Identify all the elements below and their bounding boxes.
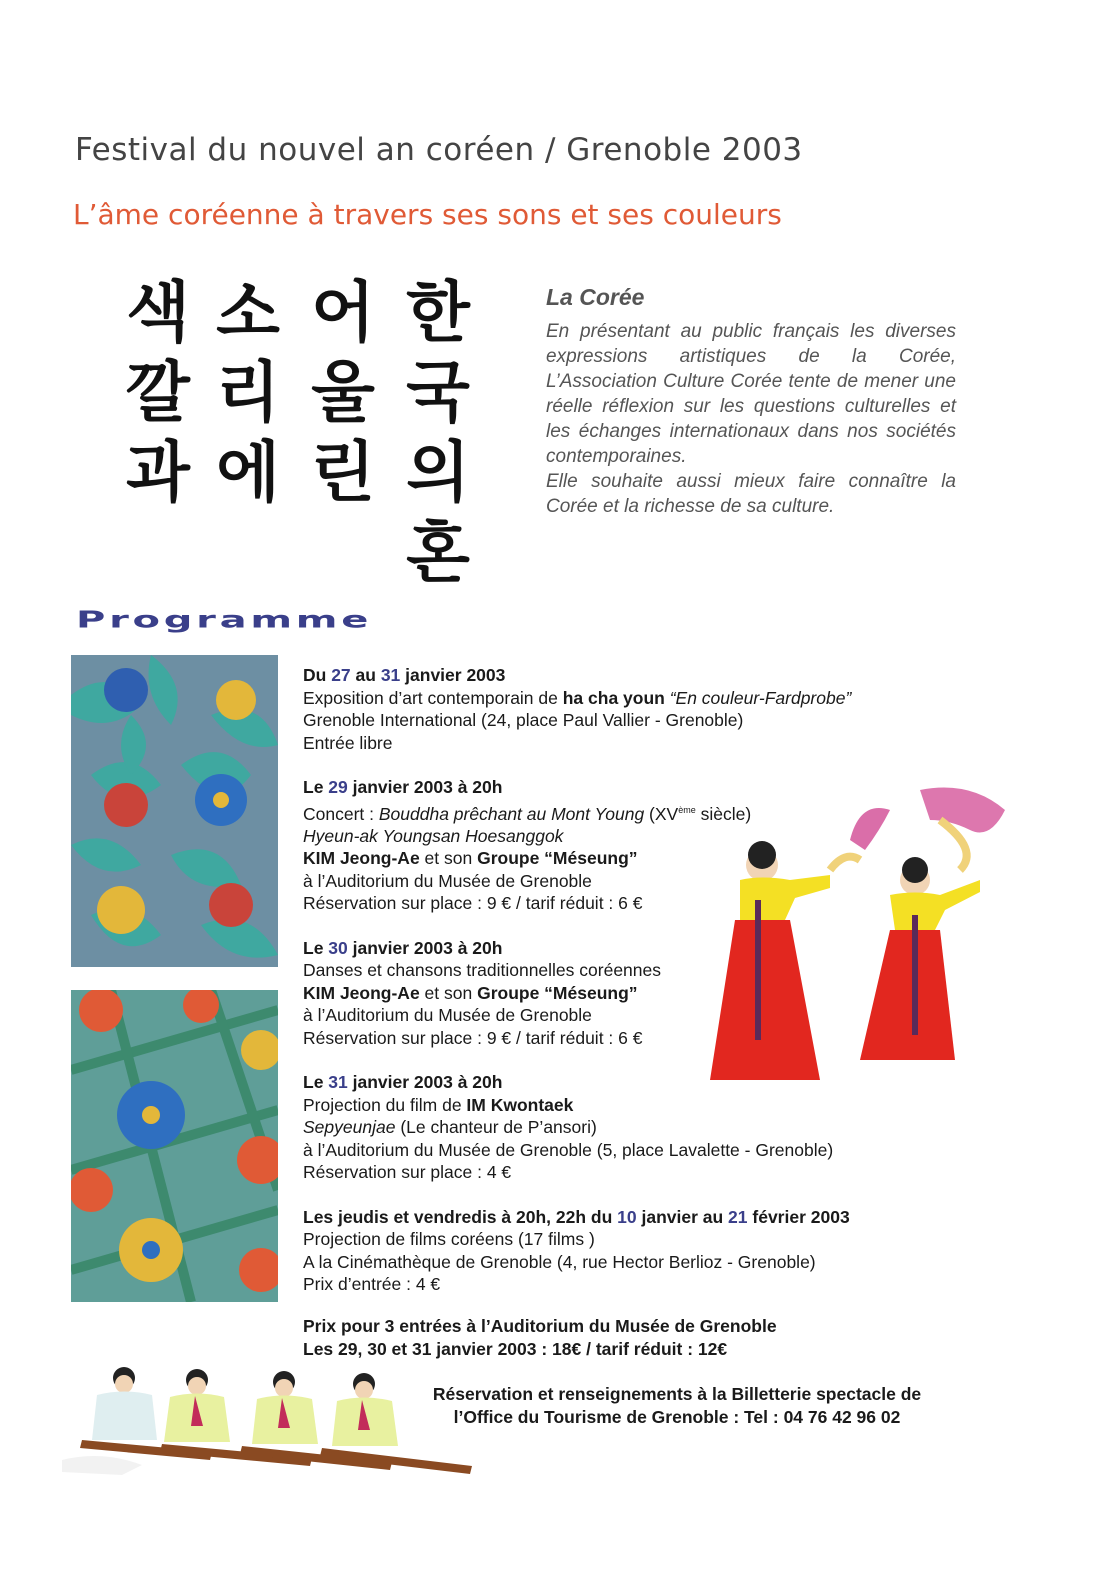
combined-price-line-2: Les 29, 30 et 31 janvier 2003 : 18€ / tarif réduit : 12€	[303, 1338, 728, 1359]
reservation-line-1: Réservation et renseignements à la Billetterie spectacle de	[432, 1384, 922, 1404]
event-venue: Grenoble International (24, place Paul Vallier - Grenoble)	[303, 710, 744, 730]
event-performers: KIM Jeong-Ae et son Groupe “Méseung”	[303, 982, 638, 1003]
hangul-column-1: 색 깔 과	[126, 273, 190, 511]
event-work-title: Sepyeunjae (Le chanteur de P’ansori)	[303, 1117, 597, 1138]
event-description: Concert : Bouddha prêchant au Mont Young (XVème siècle)	[303, 803, 752, 824]
event-venue: à l’Auditorium du Musée de Grenoble (5, place Lavalette - Grenoble)	[303, 1139, 834, 1160]
event-date: Le 31 janvier 2003 à 20h	[303, 1072, 503, 1093]
hangul-column-2: 소 리 에	[216, 273, 280, 511]
decorative-tile-leaves	[71, 655, 278, 967]
intro-paragraph-1: En présentant au public français les diverses expressions artistiques de la Corée, L’Association Culture Corée tente de mener une réelle réflexion sur les questions culturelles et les échanges internationaux dans nos sociétés contemporaines.	[546, 321, 956, 467]
event-date: Le 30 janvier 2003 à 20h	[303, 937, 503, 958]
festival-title: Festival du nouvel an coréen / Grenoble 2003	[75, 132, 803, 168]
event-venue: à l’Auditorium du Musée de Grenoble	[303, 1005, 592, 1026]
event-price: Entrée libre	[303, 732, 393, 753]
event-venue: à l’Auditorium du Musée de Grenoble	[303, 870, 592, 891]
event-description: Exposition d’art contemporain de ha cha youn “En couleur-Fardprobe”	[303, 687, 852, 708]
event-price: Réservation sur place : 9 € / tarif réduit : 6 €	[303, 893, 643, 914]
intro-paragraph-2: Elle souhaite aussi mieux faire connaître la Corée et la richesse de sa culture.	[546, 471, 956, 517]
intro-text	[546, 319, 956, 519]
combined-price-info	[303, 1315, 777, 1360]
event-venue: A la Cinémathèque de Grenoble (4, rue Hector Berlioz - Grenoble)	[303, 1251, 816, 1272]
reservation-info	[412, 1383, 942, 1428]
event-date: Les jeudis et vendredis à 20h, 22h du 10 janvier au 21 février 2003	[303, 1206, 850, 1227]
event-date: Le 29 janvier 2003 à 20h	[303, 777, 503, 797]
combined-price-line-1: Prix pour 3 entrées à l’Auditorium du Musée de Grenoble	[303, 1316, 777, 1336]
event-work-title: Hyeun-ak Youngsan Hoesanggok	[303, 825, 564, 846]
programme-heading: Programme	[76, 606, 373, 634]
event-description: Projection de films coréens (17 films )	[303, 1229, 595, 1250]
event-performers: KIM Jeong-Ae et son Groupe “Méseung”	[303, 848, 638, 869]
intro-heading: La Corée	[546, 284, 645, 310]
hangul-column-4: 한 국 의 혼	[406, 273, 470, 591]
decorative-tile-flowers	[71, 990, 278, 1302]
event-description: Projection du film de IM Kwontaek	[303, 1094, 574, 1115]
event-description: Danses et chansons traditionnelles coréennes	[303, 960, 661, 981]
event-date: Du 27 au 31 janvier 2003	[303, 665, 506, 685]
festival-subtitle: L’âme coréenne à travers ses sons et ses couleurs	[73, 198, 782, 231]
reservation-line-2: l’Office du Tourisme de Grenoble : Tel : 04 76 42 96 02	[453, 1406, 901, 1427]
event-price: Réservation sur place : 9 € / tarif réduit : 6 €	[303, 1027, 643, 1048]
event-exhibition	[303, 664, 1003, 754]
hangul-column-3: 어 울 린	[311, 273, 375, 511]
dancers-illustration	[690, 780, 1020, 1120]
musicians-illustration	[62, 1360, 477, 1490]
event-price: Réservation sur place : 4 €	[303, 1162, 512, 1183]
hangul-calligraphy	[118, 272, 488, 602]
event-price: Prix d’entrée : 4 €	[303, 1274, 441, 1295]
event-film-series	[303, 1206, 1003, 1296]
